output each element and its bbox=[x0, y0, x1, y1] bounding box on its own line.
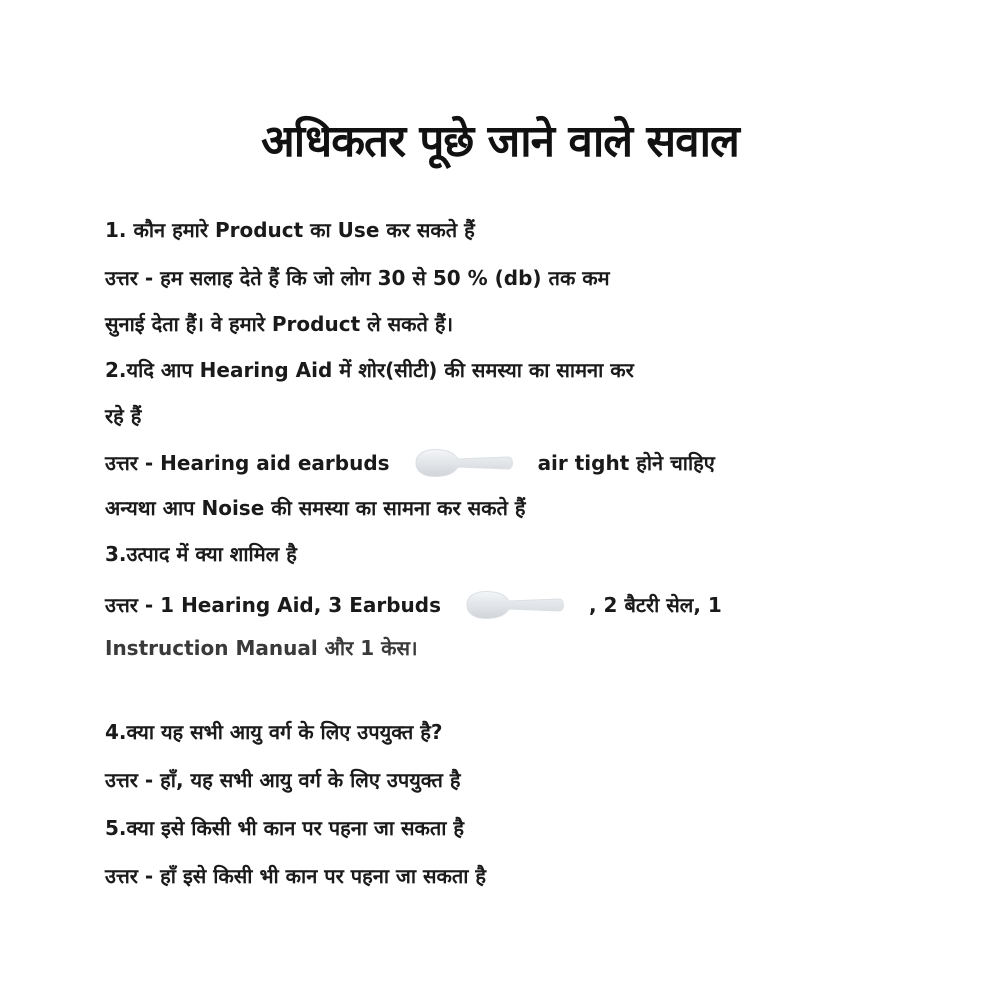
question-3: 3.उत्पाद में क्या शामिल है bbox=[105, 542, 297, 566]
question-4: 4.क्या यह सभी आयु वर्ग के लिए उपयुक्त है? bbox=[105, 720, 443, 744]
answer-5: उत्तर - हाँ इसे किसी भी कान पर पहना जा सकता है bbox=[105, 864, 487, 888]
answer-2-prefix: उत्तर - Hearing aid earbuds bbox=[105, 451, 390, 475]
answer-3-line-2: Instruction Manual और 1 केस। bbox=[105, 636, 418, 660]
question-5: 5.क्या इसे किसी भी कान पर पहना जा सकता है bbox=[105, 816, 465, 840]
question-1: 1. कौन हमारे Product का Use कर सकते हैं bbox=[105, 218, 475, 242]
answer-2-line-2: अन्यथा आप Noise की समस्या का सामना कर सकते हैं bbox=[105, 496, 526, 520]
answer-2-suffix: air tight होने चाहिए bbox=[537, 451, 715, 475]
question-2-line-1: 2.यदि आप Hearing Aid में शोर(सीटी) की समस्या का सामना कर bbox=[105, 358, 634, 382]
answer-4: उत्तर - हाँ, यह सभी आयु वर्ग के लिए उपयुक्त है bbox=[105, 768, 461, 792]
answer-3-prefix: उत्तर - 1 Hearing Aid, 3 Earbuds bbox=[105, 593, 441, 617]
question-2-line-2: रहे हैं bbox=[105, 404, 142, 428]
answer-2-line-1 bbox=[105, 446, 905, 480]
answer-3-line-1 bbox=[105, 588, 905, 622]
answer-1-line-2: सुनाई देता हैं। वे हमारे Product ले सकते हैं। bbox=[105, 312, 454, 336]
answer-3-suffix: , 2 बैटरी सेल, 1 bbox=[589, 593, 722, 617]
page-title: अधिकतर पूछे जाने वाले सवाल bbox=[261, 116, 739, 167]
earbud-icon bbox=[463, 588, 567, 622]
answer-1-line-1: उत्तर - हम सलाह देते हैं कि जो लोग 30 से 50 % (db) तक कम bbox=[105, 266, 610, 290]
earbud-icon bbox=[412, 446, 516, 480]
